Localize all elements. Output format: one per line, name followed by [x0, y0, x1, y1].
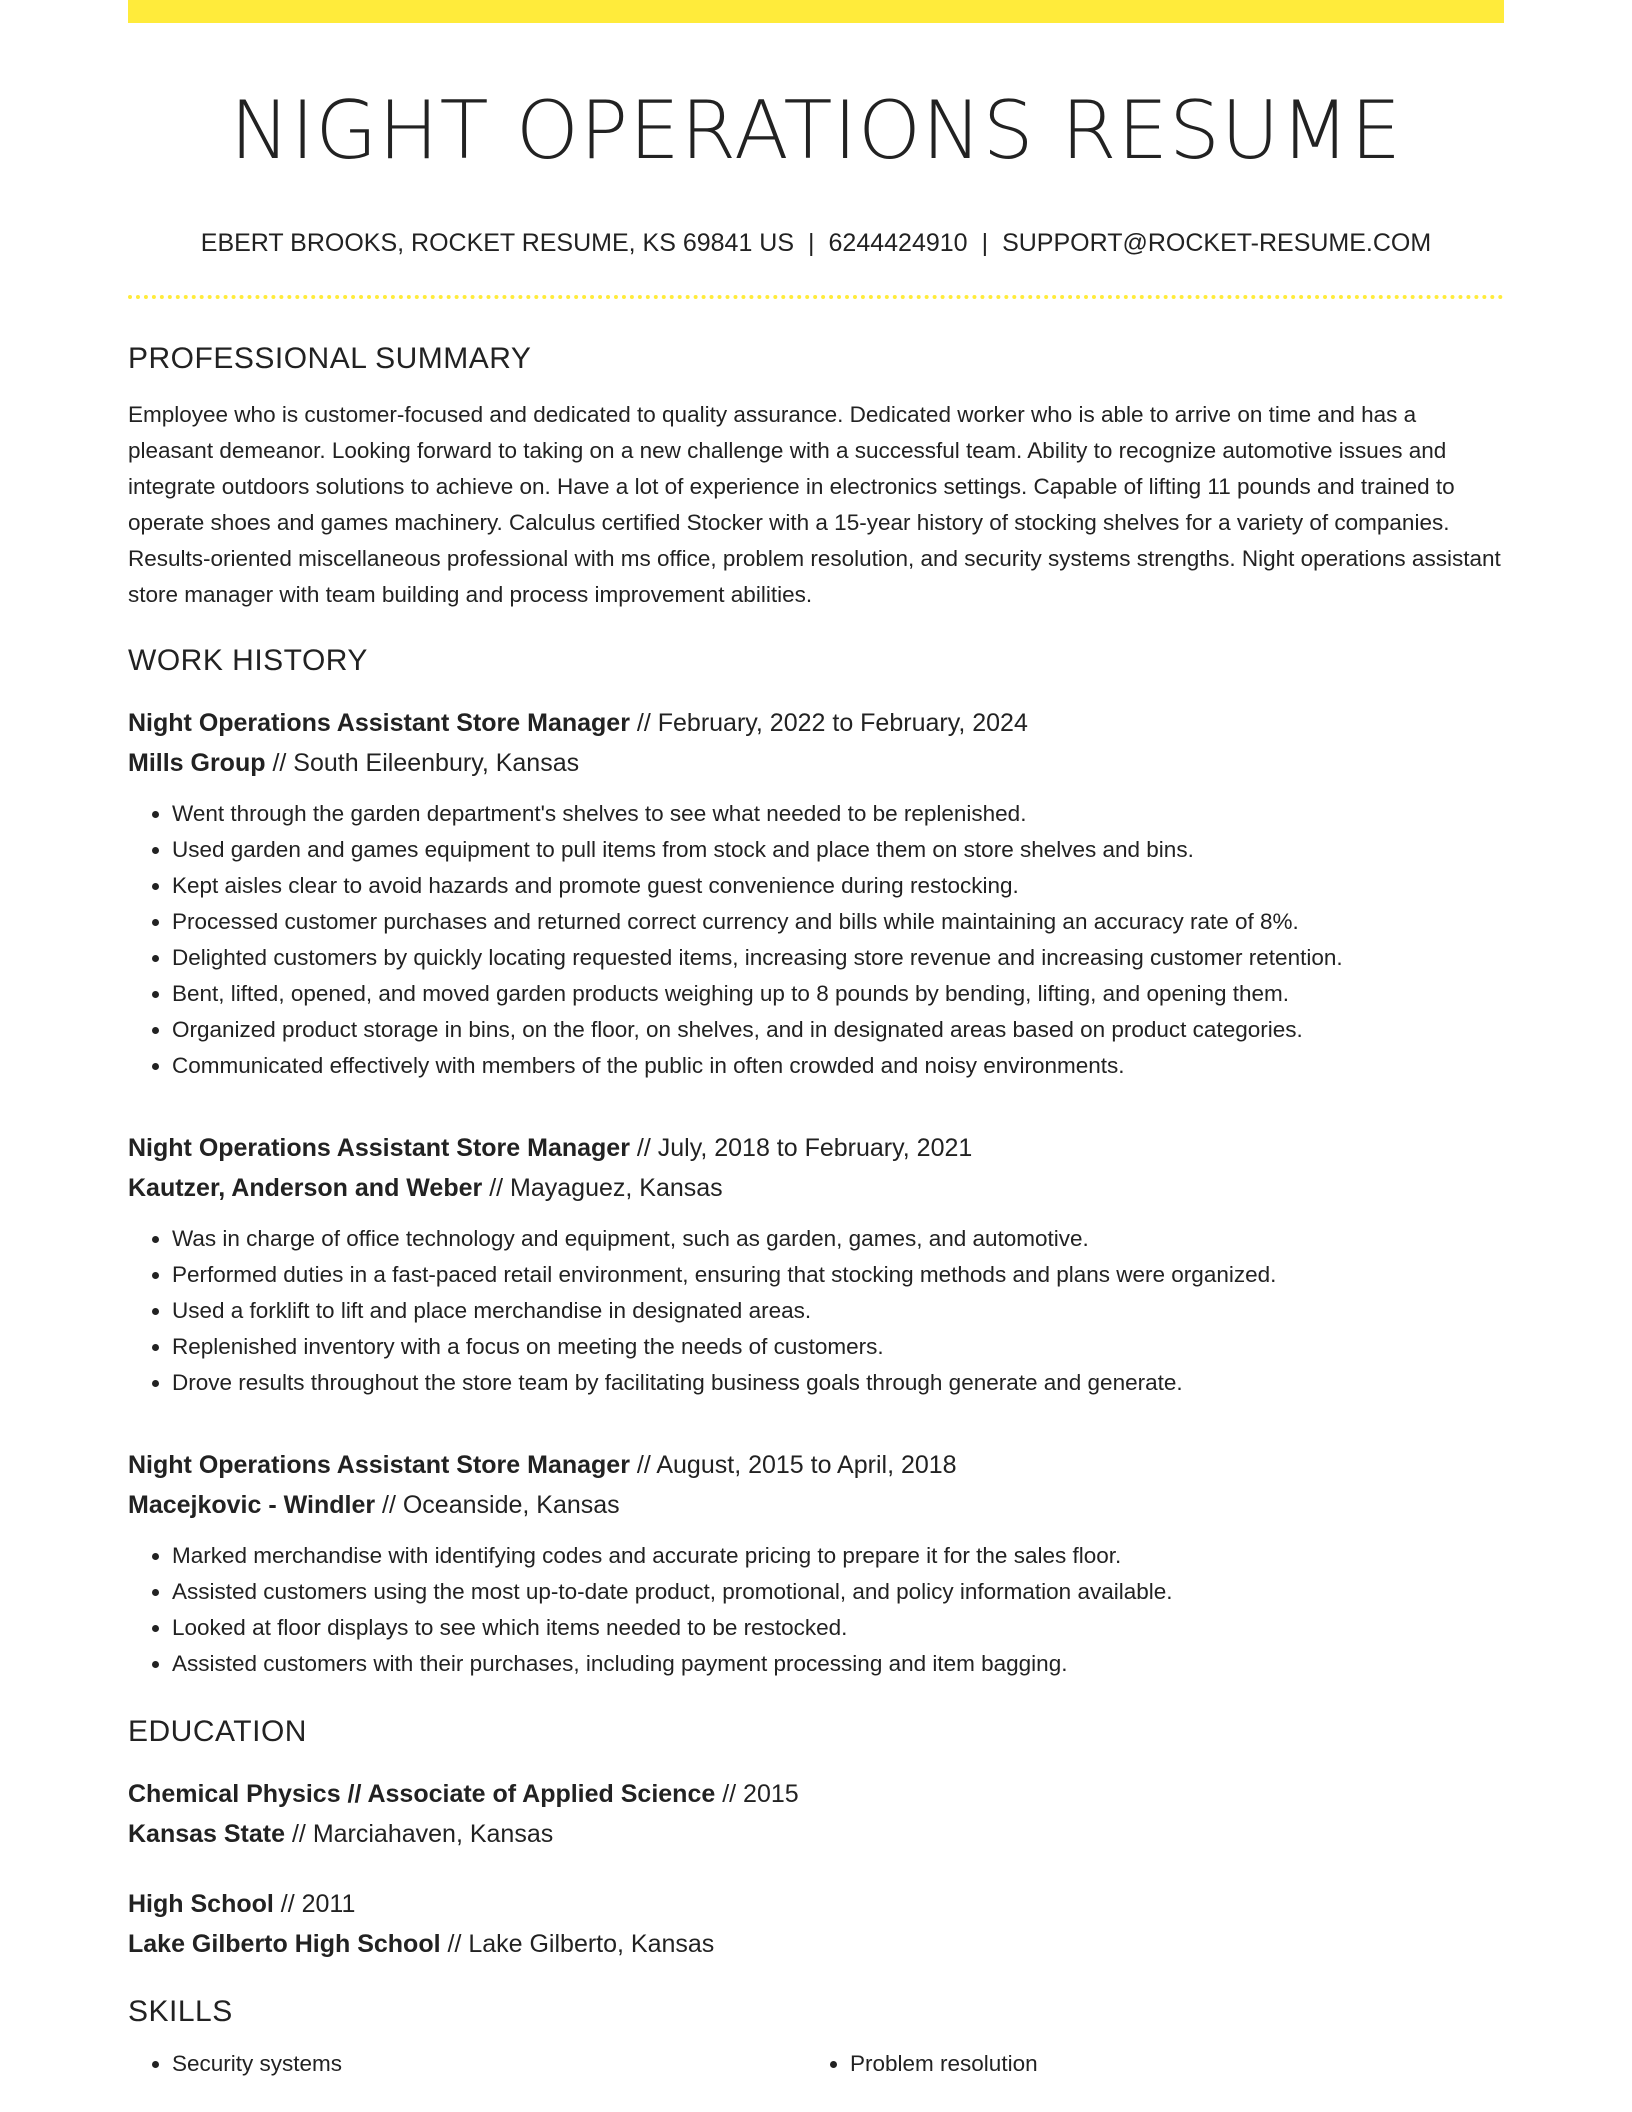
job-company-line: [128, 1168, 1504, 1208]
job-title-line: [128, 1445, 1504, 1485]
contact-separator: |: [808, 229, 815, 257]
education-school-line: [128, 1814, 1504, 1854]
job-title: Night Operations Assistant Store Manager: [128, 1134, 630, 1162]
contact-address: EBERT BROOKS, ROCKET RESUME, KS 69841 US: [200, 229, 795, 257]
summary-text: Employee who is customer-focused and dedicated to quality assurance. Dedicated worker who is able to arrive on time and has a pleasant demeanor. Looking forward to taking on a new challenge with a successful team. Ability to recognize automotive issues and integrate outdoors solutions to achieve on. Have a lot of experience in electronics settings. Capable of lifting 11 pounds and trained to operate shoes and games machinery. Calculus certified Stocker with a 15-year history of stocking shelves for a variety of companies. Results-oriented miscellaneous professional with ms office, problem resolution, and security systems strengths. Night operations assistant store manager with team building and process improvement abilities.: [128, 402, 1501, 607]
education-year: // 2015: [715, 1780, 799, 1808]
skills-heading: SKILLS: [128, 1995, 233, 2028]
job-bullet: • Performed duties in a fast-paced retail environment, ensuring that stocking methods and plans were organized.: [172, 1257, 1504, 1293]
job-bullet: • Kept aisles clear to avoid hazards and promote guest convenience during restocking.: [172, 868, 1504, 904]
job-bullet: • Marked merchandise with identifying codes and accurate pricing to prepare it for the sales floor.: [172, 1538, 1504, 1574]
job-title: Night Operations Assistant Store Manager: [128, 1451, 630, 1479]
contact-line: [128, 225, 1504, 261]
education-degree-line: [128, 1884, 1504, 1924]
job-location: // Oceanside, Kansas: [375, 1491, 620, 1519]
job-bullet: • Used garden and games equipment to pull items from stock and place them on store shelves and bins.: [172, 832, 1504, 868]
education-degree-line: [128, 1774, 1504, 1814]
job-dates: // August, 2015 to April, 2018: [629, 1451, 957, 1479]
job-location: // Mayaguez, Kansas: [482, 1174, 723, 1202]
job-bullets: [128, 1221, 1504, 1401]
job-bullet: • Replenished inventory with a focus on meeting the needs of customers.: [172, 1329, 1504, 1365]
job-entry: [128, 1128, 1504, 1401]
job-bullet: • Delighted customers by quickly locating requested items, increasing store revenue and increasing customer retention.: [172, 940, 1504, 976]
job-company: Mills Group: [128, 749, 266, 777]
contact-phone: 6244424910: [828, 229, 968, 257]
job-bullet: • Processed customer purchases and returned correct currency and bills while maintaining an accuracy rate of 8%.: [172, 904, 1504, 940]
job-bullet: • Assisted customers with their purchases, including payment processing and item bagging.: [172, 1646, 1504, 1682]
skill-item: • Problem resolution: [850, 2046, 1484, 2082]
job-bullet: • Bent, lifted, opened, and moved garden products weighing up to 8 pounds by bending, lifting, and opening them.: [172, 976, 1504, 1012]
education-entry: [128, 1774, 1504, 1854]
job-company-line: [128, 1485, 1504, 1525]
job-bullets: [128, 1538, 1504, 1682]
resume-page: [128, 0, 1504, 2082]
job-bullet: • Communicated effectively with members of the public in often crowded and noisy environments.: [172, 1048, 1504, 1084]
education-year: // 2011: [273, 1890, 356, 1918]
education-degree: Chemical Physics // Associate of Applied Science: [128, 1780, 716, 1808]
job-title: Night Operations Assistant Store Manager: [128, 709, 630, 737]
job-bullet: • Used a forklift to lift and place merchandise in designated areas.: [172, 1293, 1504, 1329]
top-accent-bar: [128, 0, 1504, 23]
job-dates: // February, 2022 to February, 2024: [629, 709, 1028, 737]
job-company-line: [128, 743, 1504, 783]
education-location: // Lake Gilberto, Kansas: [440, 1930, 715, 1958]
education-school: Lake Gilberto High School: [128, 1930, 441, 1958]
job-dates: // July, 2018 to February, 2021: [629, 1134, 973, 1162]
job-bullet: • Looked at floor displays to see which items needed to be restocked.: [172, 1610, 1504, 1646]
education-school: Kansas State: [128, 1820, 286, 1848]
job-bullet: • Drove results throughout the store team by facilitating business goals through generate and generate.: [172, 1365, 1504, 1401]
education-school-line: [128, 1924, 1504, 1964]
job-company: Kautzer, Anderson and Weber: [128, 1174, 483, 1202]
job-company: Macejkovic - Windler: [128, 1491, 376, 1519]
resume-title: NIGHT OPERATIONS RESUME: [229, 84, 1403, 177]
skills-column-left: [128, 2046, 806, 2082]
job-bullet: • Went through the garden department's shelves to see what needed to be replenished.: [172, 796, 1504, 832]
job-bullet: • Was in charge of office technology and equipment, such as garden, games, and automotive.: [172, 1221, 1504, 1257]
skill-item: • Security systems: [172, 2046, 806, 2082]
education-location: // Marciahaven, Kansas: [285, 1820, 554, 1848]
job-entry: [128, 1445, 1504, 1682]
job-title-line: [128, 1128, 1504, 1168]
education-entry: [128, 1884, 1504, 1964]
job-entry: [128, 703, 1504, 1084]
job-title-line: [128, 703, 1504, 743]
contact-separator: |: [981, 229, 989, 257]
job-bullets: [128, 796, 1504, 1084]
skills-grid: [128, 2046, 1504, 2082]
education-heading: EDUCATION: [128, 1715, 307, 1748]
job-bullet: • Assisted customers using the most up-to-date product, promotional, and policy information available.: [172, 1574, 1504, 1610]
contact-email: SUPPORT@ROCKET-RESUME.COM: [1002, 229, 1432, 257]
skills-column-right: [806, 2046, 1484, 2082]
job-location: // South Eileenbury, Kansas: [265, 749, 580, 777]
header-divider: [128, 295, 1504, 299]
summary-heading: PROFESSIONAL SUMMARY: [128, 342, 532, 375]
education-degree: High School: [128, 1890, 274, 1918]
job-bullet: • Organized product storage in bins, on the floor, on shelves, and in designated areas based on product categories.: [172, 1012, 1504, 1048]
work-history-heading: WORK HISTORY: [128, 644, 368, 677]
